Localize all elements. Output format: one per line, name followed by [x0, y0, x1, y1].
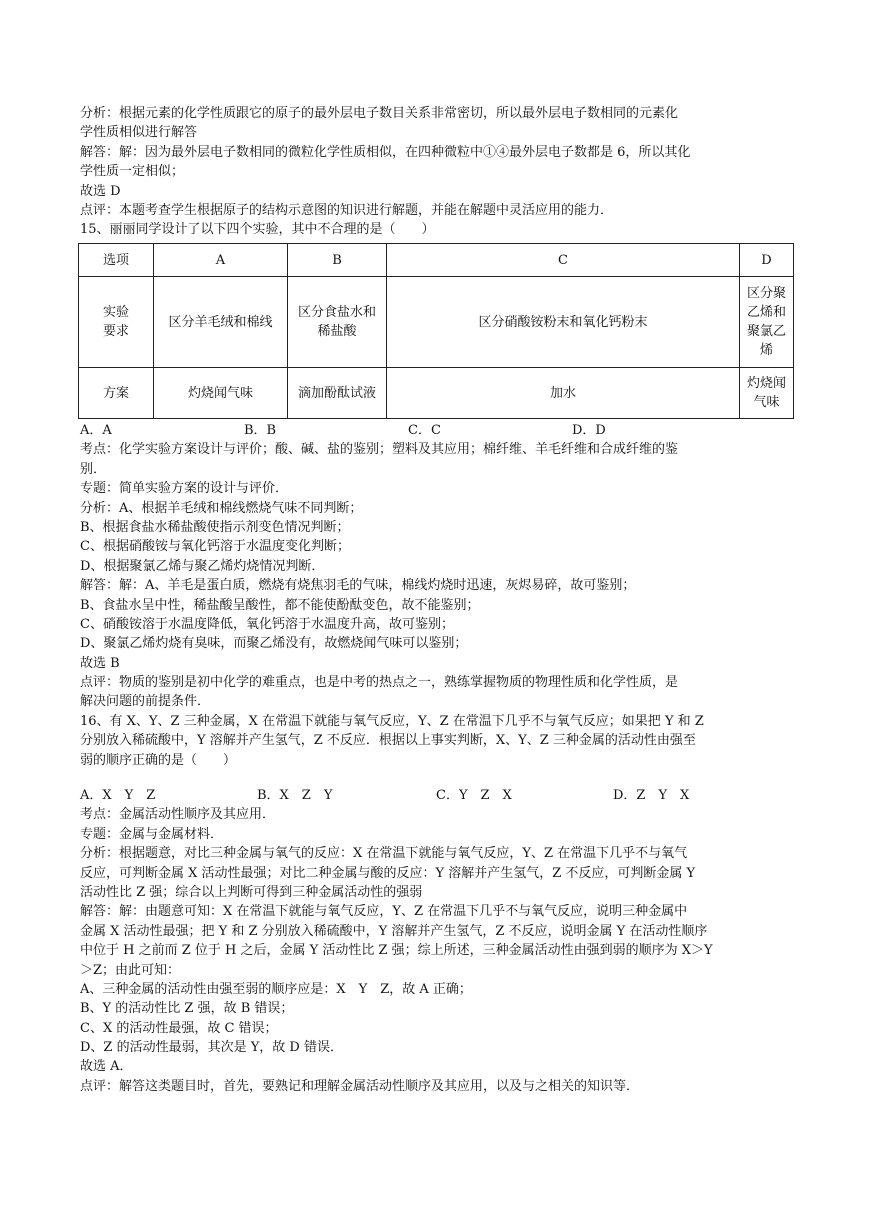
option-a: A．X Y Z [80, 788, 156, 803]
option-c: C．C [408, 423, 441, 438]
analysis-line: 活动性比 Z 强；综合以上判断可得到三种金属活动性的强弱 [80, 884, 423, 900]
table-cell: 加水 [387, 368, 740, 419]
answer-line: B、食盐水呈中性，稀盐酸呈酸性，都不能使酚酞变色，故不能鉴别； [80, 597, 480, 613]
answer-line: 金属 X 活动性最强；把 Y 和 Z 分别放入稀硫酸中，Y 溶解并产生氢气，Z 不反应，说明金属 Y 在活动性顺序 [80, 923, 708, 939]
option-c: C．Y Z X [436, 788, 512, 803]
header-cell: C [387, 244, 740, 277]
table-cell: 区分聚乙烯和聚氯乙烯 [740, 277, 794, 368]
topic-line: 专题：简单实验方案的设计与评价． [80, 481, 289, 497]
table-header-row [79, 244, 794, 277]
analysis-line: 反应，可判断金属 X 活动性最强；对比二种金属与酸的反应：Y 溶解并产生氢气，Z 不反应，可判断金属 Y [80, 865, 696, 881]
row-label-cell: 实验要求 [79, 277, 154, 368]
row-label-cell: 方案 [79, 368, 154, 419]
answer-line: 解答：解：A、羊毛是蛋白质，燃烧有烧焦羽毛的气味，棉线灼烧时迅速，灰烬易碎，故可鉴别； [80, 578, 636, 594]
question-16-stem: 弱的顺序正确的是（ ） [80, 752, 237, 768]
option-b: B．X Z Y [257, 788, 333, 803]
analysis-line: 分析：A、根据羊毛绒和棉线燃烧气味不同判断； [80, 500, 363, 516]
comment-line: 点评：解答这类题目时，首先，要熟记和理解金属活动性顺序及其应用，以及与之相关的知识等． [80, 1078, 640, 1094]
table-cell: 区分羊毛绒和棉线 [154, 277, 288, 368]
analysis-line: 分析：根据元素的化学性质跟它的原子的最外层电子数目关系非常密切，所以最外层电子数相同的元素化 [80, 106, 679, 121]
q15-experiment-table [78, 243, 794, 419]
analysis-line: 分析：根据题意，对比三种金属与氧气的反应：X 在常温下就能与氧气反应，Y、Z 在常温下几乎不与氧气 [80, 846, 688, 862]
option-a: A．A [80, 423, 112, 438]
answer-line: D、Z 的活动性最弱，其次是 Y，故 D 错误． [80, 1040, 343, 1056]
header-cell: D [740, 244, 794, 277]
analysis-line: D、根据聚氯乙烯与聚乙烯灼烧情况判断． [80, 558, 325, 574]
comment-line: 点评：物质的鉴别是初中化学的难重点，也是中考的热点之一，熟练掌握物质的物理性质和化学性质，是 [80, 675, 679, 691]
q16-solution [80, 786, 792, 1096]
answer-line: A、三种金属的活动性由强至弱的顺序应是：X Y Z，故 A 正确； [80, 981, 472, 997]
table-cell: 区分食盐水和稀盐酸 [288, 277, 387, 368]
table-cell: 滴加酚酞试液 [288, 368, 387, 419]
knowledge-point-line: 别． [80, 461, 107, 477]
choice-line: 故选 D [80, 183, 121, 199]
header-cell: A [154, 244, 288, 277]
question-15-stem: 15、丽丽同学设计了以下四个实验，其中不合理的是（ ） [80, 222, 435, 238]
option-d: D．D [572, 423, 606, 438]
option-d: D．Z Y X [613, 788, 690, 803]
table-cell: 区分硝酸铵粉末和氧化钙粉末 [387, 277, 740, 368]
analysis-line: C、根据硝酸铵与氧化钙溶于水温度变化判断； [80, 539, 350, 555]
option-b: B．B [244, 423, 277, 438]
answer-line: ＞Z；由此可知： [80, 962, 181, 978]
header-cell: B [288, 244, 387, 277]
q14-solution-tail [80, 104, 792, 240]
answer-line: 中位于 H 之前而 Z 位于 H 之后，金属 Y 活动性比 Z 强；综上所述，三种金属活动性由强到弱的顺序为 X＞Y [80, 943, 713, 959]
knowledge-point-line: 考点：化学实验方案设计与评价；酸、碱、盐的鉴别；塑料及其应用；棉纤维、羊毛纤维和合成纤维的鉴 [80, 442, 679, 458]
header-cell: 选项 [79, 244, 154, 277]
question-16-stem: 16、有 X、Y、Z 三种金属，X 在常温下就能与氧气反应，Y、Z 在常温下几乎不与氧气反应；如果把 Y 和 Z [80, 713, 704, 729]
table-row-requirements [79, 277, 794, 368]
analysis-line: B、根据食盐水稀盐酸使指示剂变色情况判断； [80, 519, 350, 535]
answer-line: 解答：解：由题意可知：X 在常温下就能与氧气反应，Y、Z 在常温下几乎不与氧气反应，说明三种金属中 [80, 904, 688, 920]
comment-line: 点评：本题考查学生根据原子的结构示意图的知识进行解题，并能在解题中灵活应用的能力． [80, 202, 614, 218]
answer-line: C、X 的活动性最强，故 C 错误； [80, 1020, 278, 1036]
answer-line: B、Y 的活动性比 Z 强，故 B 错误； [80, 1001, 294, 1017]
choice-line: 故选 A． [80, 1059, 133, 1075]
answer-line: 解答：解：因为最外层电子数相同的微粒化学性质相似，在四种微粒中①④最外层电子数都是 6，所以其化 [80, 144, 691, 160]
q15-options [80, 421, 792, 440]
knowledge-point-line: 考点：金属活动性顺序及其应用． [80, 807, 276, 823]
q16-options [80, 786, 792, 805]
topic-line: 专题：金属与金属材料． [80, 826, 224, 842]
q15-solution [80, 421, 792, 770]
choice-line: 故选 B [80, 655, 120, 671]
comment-line: 解决问题的前提条件． [80, 694, 211, 710]
table-row-plan [79, 368, 794, 419]
table-cell: 灼烧闻气味 [740, 368, 794, 419]
answer-line: C、硝酸铵溶于水温度降低，氧化钙溶于水温度升高，故可鉴别； [80, 616, 454, 632]
analysis-line: 学性质相似进行解答 [80, 125, 198, 141]
answer-line: D、聚氯乙烯灼烧有臭味，而聚乙烯没有，故燃烧闻气味可以鉴别； [80, 636, 468, 652]
question-16-stem: 分别放入稀硫酸中，Y 溶解并产生氢气，Z 不反应．根据以上事实判断，X、Y、Z 三种金属的活动性由强至 [80, 733, 696, 749]
answer-line: 学性质一定相似； [80, 164, 185, 180]
table-cell: 灼烧闻气味 [154, 368, 288, 419]
